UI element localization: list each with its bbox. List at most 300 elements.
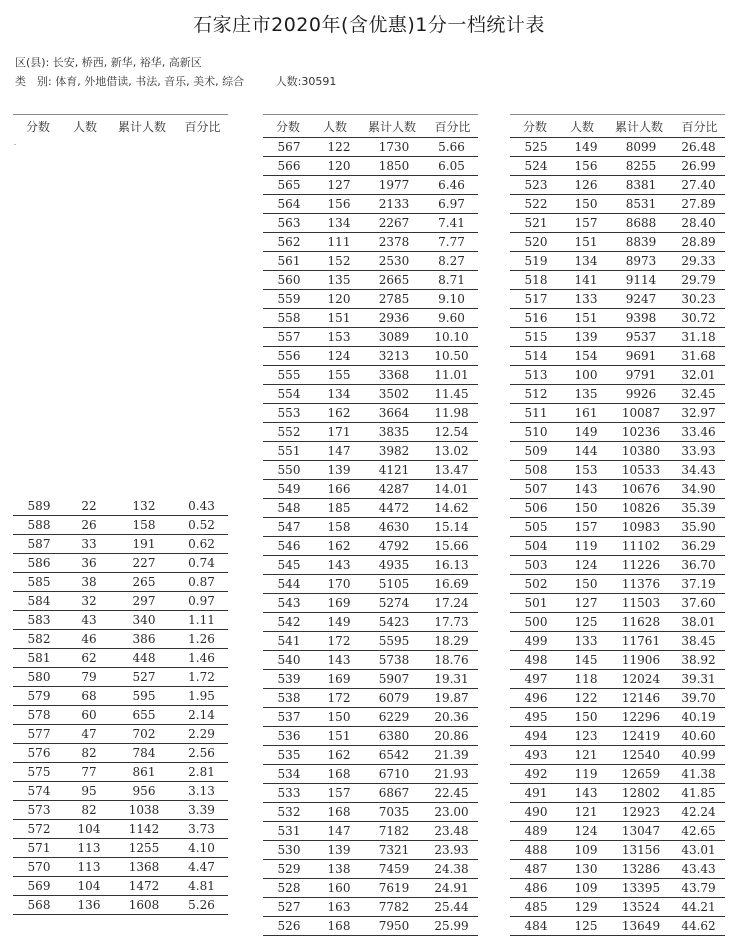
count-cell: 68 <box>81 689 97 703</box>
percent-cell: 44.62 <box>681 919 716 933</box>
column-header: 累计人数 <box>367 119 416 134</box>
cumulative-cell: 13286 <box>621 862 661 876</box>
cumulative-cell: 13395 <box>621 881 661 895</box>
percent-cell: 34.43 <box>681 463 716 477</box>
cumulative-cell: 3089 <box>378 330 410 344</box>
cumulative-cell: 11628 <box>621 615 661 629</box>
count-cell: 135 <box>574 387 598 401</box>
cumulative-cell: 5105 <box>378 577 410 591</box>
count-cell: 113 <box>77 860 101 874</box>
table-row <box>263 328 478 347</box>
count-cell: 162 <box>327 406 351 420</box>
score-cell: 486 <box>524 881 548 895</box>
table-row <box>13 763 228 782</box>
cumulative-cell: 4935 <box>378 558 410 572</box>
score-cell: 507 <box>524 482 548 496</box>
count-cell: 172 <box>327 691 351 705</box>
percent-cell: 15.14 <box>434 520 469 534</box>
cumulative-cell: 2936 <box>378 311 410 325</box>
table-row <box>510 765 725 784</box>
score-cell: 516 <box>524 311 548 325</box>
percent-cell: 4.81 <box>188 879 215 893</box>
score-cell: 533 <box>277 786 301 800</box>
table-header <box>263 114 478 138</box>
score-cell: 580 <box>27 670 51 684</box>
blank-row <box>13 371 228 389</box>
score-cell: 558 <box>277 311 301 325</box>
count-cell: 82 <box>81 746 97 760</box>
count-cell: 162 <box>327 539 351 553</box>
table-row <box>263 651 478 670</box>
percent-cell: 33.93 <box>681 444 716 458</box>
percent-cell: 16.13 <box>434 558 469 572</box>
table-row <box>510 480 725 499</box>
score-cell: 525 <box>524 140 548 154</box>
percent-cell: 37.19 <box>681 577 716 591</box>
blank-row <box>13 353 228 371</box>
percent-cell: 38.92 <box>681 653 716 667</box>
table-row <box>13 649 228 668</box>
percent-cell: 28.89 <box>681 235 716 249</box>
table-row <box>263 176 478 195</box>
percent-cell: 40.60 <box>681 729 716 743</box>
count-cell: 150 <box>574 577 598 591</box>
table-row <box>510 575 725 594</box>
percent-cell: 0.87 <box>188 575 215 589</box>
score-cell: 544 <box>277 577 301 591</box>
cumulative-cell: 8531 <box>625 197 657 211</box>
cumulative-cell: 9691 <box>625 349 657 363</box>
cumulative-cell: 702 <box>132 727 156 741</box>
percent-cell: 23.00 <box>434 805 469 819</box>
table-row <box>263 917 478 936</box>
percent-cell: 36.29 <box>681 539 716 553</box>
percent-cell: 14.62 <box>434 501 469 515</box>
score-cell: 485 <box>524 900 548 914</box>
percent-cell: 24.38 <box>434 862 469 876</box>
score-cell: 504 <box>524 539 548 553</box>
table-row <box>13 706 228 725</box>
score-cell: 492 <box>524 767 548 781</box>
percent-cell: 28.40 <box>681 216 716 230</box>
score-cell: 539 <box>277 672 301 686</box>
count-cell: 133 <box>574 292 598 306</box>
count-cell: 157 <box>574 216 598 230</box>
count-cell: 134 <box>327 216 351 230</box>
count-cell: 168 <box>327 767 351 781</box>
cumulative-cell: 1255 <box>128 841 160 855</box>
percent-cell: 25.99 <box>434 919 469 933</box>
cumulative-cell: 3502 <box>378 387 410 401</box>
count-cell: 120 <box>327 292 351 306</box>
table-header <box>510 114 725 138</box>
score-cell: 526 <box>277 919 301 933</box>
blank-row <box>13 173 228 191</box>
table-row <box>510 746 725 765</box>
count-cell: 121 <box>574 748 598 762</box>
score-cell: 561 <box>277 254 301 268</box>
score-cell: 513 <box>524 368 548 382</box>
count-cell: 136 <box>77 898 101 912</box>
percent-cell: 32.97 <box>681 406 716 420</box>
total-count: 人数:30591 <box>275 75 337 88</box>
score-cell: 491 <box>524 786 548 800</box>
table-row <box>510 689 725 708</box>
percent-cell: 30.23 <box>681 292 716 306</box>
cumulative-cell: 1142 <box>128 822 160 836</box>
percent-cell: 17.24 <box>434 596 469 610</box>
count-cell: 151 <box>327 729 351 743</box>
percent-cell: 43.01 <box>681 843 716 857</box>
percent-cell: 1.95 <box>188 689 215 703</box>
score-cell: 511 <box>524 406 548 420</box>
percent-cell: 18.29 <box>434 634 469 648</box>
table-row <box>510 860 725 879</box>
cumulative-cell: 1977 <box>378 178 410 192</box>
count-cell: 122 <box>574 691 598 705</box>
score-cell: 488 <box>524 843 548 857</box>
count-cell: 33 <box>81 537 97 551</box>
percent-cell: 14.01 <box>434 482 469 496</box>
count-cell: 149 <box>327 615 351 629</box>
score-cell: 552 <box>277 425 301 439</box>
cumulative-cell: 11761 <box>621 634 661 648</box>
score-cell: 508 <box>524 463 548 477</box>
cumulative-cell: 3982 <box>378 444 410 458</box>
score-cell: 484 <box>524 919 548 933</box>
table-row <box>510 518 725 537</box>
count-cell: 130 <box>574 862 598 876</box>
cumulative-cell: 8099 <box>625 140 657 154</box>
blank-row <box>13 281 228 299</box>
blank-row <box>13 443 228 461</box>
table-row <box>263 366 478 385</box>
cumulative-cell: 9537 <box>625 330 657 344</box>
cumulative-cell: 595 <box>132 689 156 703</box>
cumulative-cell: 227 <box>132 556 156 570</box>
cumulative-cell: 386 <box>132 632 156 646</box>
score-cell: 538 <box>277 691 301 705</box>
table-row <box>510 423 725 442</box>
count-cell: 169 <box>327 672 351 686</box>
score-cell: 545 <box>277 558 301 572</box>
table-row <box>263 214 478 233</box>
score-cell: 571 <box>27 841 51 855</box>
page-title: 石家庄市2020年(含优惠)1分一档统计表 <box>193 14 545 36</box>
score-cell: 519 <box>524 254 548 268</box>
percent-cell: 22.45 <box>434 786 469 800</box>
score-cell: 589 <box>27 499 51 513</box>
table-row <box>263 613 478 632</box>
table-row <box>13 839 228 858</box>
score-cell: 563 <box>277 216 301 230</box>
percent-cell: 6.97 <box>438 197 465 211</box>
percent-cell: 8.71 <box>438 273 465 287</box>
percent-cell: 31.18 <box>681 330 716 344</box>
score-table-1 <box>13 114 228 915</box>
score-cell: 522 <box>524 197 548 211</box>
cumulative-cell: 527 <box>132 670 156 684</box>
percent-cell: 4.10 <box>188 841 215 855</box>
score-table-3 <box>510 114 725 936</box>
percent-cell: 0.62 <box>188 537 215 551</box>
table-row <box>263 898 478 917</box>
count-cell: 119 <box>574 539 598 553</box>
table-row <box>263 822 478 841</box>
percent-cell: 13.02 <box>434 444 469 458</box>
cumulative-cell: 655 <box>132 708 156 722</box>
count-cell: 168 <box>327 805 351 819</box>
count-cell: 111 <box>327 235 351 249</box>
column-header: 百分比 <box>681 119 718 134</box>
table-row <box>13 801 228 820</box>
count-cell: 143 <box>574 786 598 800</box>
cumulative-cell: 956 <box>132 784 156 798</box>
blank-row <box>13 425 228 443</box>
cumulative-cell: 13047 <box>621 824 661 838</box>
cumulative-cell: 9247 <box>625 292 657 306</box>
score-cell: 587 <box>27 537 51 551</box>
score-cell: 496 <box>524 691 548 705</box>
score-cell: 510 <box>524 425 548 439</box>
table-row <box>510 632 725 651</box>
count-cell: 109 <box>574 881 598 895</box>
percent-cell: 16.69 <box>434 577 469 591</box>
column-header: 百分比 <box>434 119 471 134</box>
table-row <box>13 516 228 535</box>
table-row <box>13 687 228 706</box>
score-cell: 582 <box>27 632 51 646</box>
score-cell: 530 <box>277 843 301 857</box>
table-row <box>263 480 478 499</box>
cumulative-cell: 5595 <box>378 634 410 648</box>
district-info: 区(县): 长安, 桥西, 新华, 裕华, 高新区 <box>15 56 202 69</box>
percent-cell: 2.81 <box>188 765 215 779</box>
percent-cell: 3.13 <box>188 784 215 798</box>
table-row <box>263 594 478 613</box>
column-header: 人数 <box>569 119 594 134</box>
cumulative-cell: 448 <box>132 651 156 665</box>
cumulative-cell: 8973 <box>625 254 657 268</box>
percent-cell: 3.73 <box>188 822 215 836</box>
table-row <box>263 556 478 575</box>
table-row <box>13 592 228 611</box>
column-header: 分数 <box>275 119 300 134</box>
table-row <box>263 499 478 518</box>
cumulative-cell: 6229 <box>378 710 410 724</box>
cumulative-cell: 10236 <box>621 425 661 439</box>
table-row <box>510 898 725 917</box>
score-cell: 547 <box>277 520 301 534</box>
score-cell: 549 <box>277 482 301 496</box>
score-cell: 518 <box>524 273 548 287</box>
table-row <box>263 157 478 176</box>
score-cell: 512 <box>524 387 548 401</box>
cumulative-cell: 784 <box>132 746 156 760</box>
count-cell: 147 <box>327 824 351 838</box>
count-cell: 143 <box>327 653 351 667</box>
count-cell: 156 <box>327 197 351 211</box>
percent-cell: 41.38 <box>681 767 716 781</box>
table-row <box>510 385 725 404</box>
count-cell: 163 <box>327 900 351 914</box>
blank-row <box>13 479 228 497</box>
score-cell: 566 <box>277 159 301 173</box>
score-cell: 584 <box>27 594 51 608</box>
percent-cell: 0.52 <box>188 518 215 532</box>
cumulative-cell: 13156 <box>621 843 661 857</box>
count-cell: 134 <box>574 254 598 268</box>
percent-cell: 1.26 <box>188 632 215 646</box>
score-cell: 490 <box>524 805 548 819</box>
percent-cell: 32.45 <box>681 387 716 401</box>
count-cell: 46 <box>81 632 97 646</box>
cumulative-cell: 1368 <box>128 860 160 874</box>
percent-cell: 39.31 <box>681 672 716 686</box>
count-cell: 156 <box>574 159 598 173</box>
table-row <box>263 860 478 879</box>
cumulative-cell: 3664 <box>378 406 410 420</box>
score-cell: 521 <box>524 216 548 230</box>
score-cell: 570 <box>27 860 51 874</box>
cumulative-cell: 6867 <box>378 786 410 800</box>
category-list: 类 别: 体育, 外地借读, 书法, 音乐, 美术, 综合 <box>15 75 245 88</box>
table-row <box>13 744 228 763</box>
table-row <box>510 499 725 518</box>
score-cell: 509 <box>524 444 548 458</box>
count-cell: 151 <box>574 235 598 249</box>
percent-cell: 6.05 <box>438 159 465 173</box>
count-cell: 135 <box>327 273 351 287</box>
count-cell: 143 <box>574 482 598 496</box>
percent-cell: 20.86 <box>434 729 469 743</box>
column-header: 分数 <box>25 119 50 134</box>
count-cell: 123 <box>574 729 598 743</box>
count-cell: 127 <box>574 596 598 610</box>
percent-cell: 0.43 <box>188 499 215 513</box>
count-cell: 109 <box>574 843 598 857</box>
cumulative-cell: 11376 <box>621 577 661 591</box>
count-cell: 172 <box>327 634 351 648</box>
percent-cell: 19.31 <box>434 672 469 686</box>
percent-cell: 26.99 <box>681 159 716 173</box>
score-cell: 502 <box>524 577 548 591</box>
table-row <box>510 328 725 347</box>
count-cell: 153 <box>327 330 351 344</box>
table-row <box>263 575 478 594</box>
score-cell: 517 <box>524 292 548 306</box>
blank-row <box>13 389 228 407</box>
cumulative-cell: 7459 <box>378 862 410 876</box>
percent-cell: 19.87 <box>434 691 469 705</box>
percent-cell: 18.76 <box>434 653 469 667</box>
percent-cell: 24.91 <box>434 881 469 895</box>
percent-cell: 42.24 <box>681 805 716 819</box>
count-cell: 143 <box>327 558 351 572</box>
count-cell: 125 <box>574 615 598 629</box>
count-cell: 160 <box>327 881 351 895</box>
cumulative-cell: 12146 <box>621 691 661 705</box>
percent-cell: 1.11 <box>188 613 215 627</box>
percent-cell: 12.54 <box>434 425 469 439</box>
table-row <box>510 138 725 157</box>
column-header: 分数 <box>522 119 547 134</box>
table-row <box>263 765 478 784</box>
score-cell: 514 <box>524 349 548 363</box>
table-row <box>263 841 478 860</box>
percent-cell: 35.90 <box>681 520 716 534</box>
table-row <box>263 746 478 765</box>
percent-cell: 43.43 <box>681 862 716 876</box>
score-cell: 499 <box>524 634 548 648</box>
percent-cell: 35.39 <box>681 501 716 515</box>
cumulative-cell: 340 <box>132 613 156 627</box>
table-row <box>510 233 725 252</box>
score-cell: 586 <box>27 556 51 570</box>
cumulative-cell: 12024 <box>621 672 661 686</box>
count-cell: 47 <box>81 727 97 741</box>
percent-cell: 5.66 <box>438 140 465 154</box>
score-cell: 555 <box>277 368 301 382</box>
count-cell: 158 <box>327 520 351 534</box>
cumulative-cell: 11503 <box>621 596 661 610</box>
score-cell: 553 <box>277 406 301 420</box>
cumulative-cell: 8839 <box>625 235 657 249</box>
count-cell: 118 <box>574 672 598 686</box>
score-cell: 532 <box>277 805 301 819</box>
percent-cell: 23.48 <box>434 824 469 838</box>
score-cell: 578 <box>27 708 51 722</box>
table-row <box>263 271 478 290</box>
count-cell: 119 <box>574 767 598 781</box>
cumulative-cell: 3213 <box>378 349 410 363</box>
cumulative-cell: 2530 <box>378 254 410 268</box>
score-cell: 535 <box>277 748 301 762</box>
percent-cell: 40.99 <box>681 748 716 762</box>
score-cell: 559 <box>277 292 301 306</box>
score-cell: 501 <box>524 596 548 610</box>
table-row <box>510 404 725 423</box>
percent-cell: 2.14 <box>188 708 215 722</box>
percent-cell: 26.48 <box>681 140 716 154</box>
percent-cell: 21.39 <box>434 748 469 762</box>
percent-cell: 8.27 <box>438 254 465 268</box>
column-header: 百分比 <box>184 119 221 134</box>
table-row <box>510 252 725 271</box>
table-row <box>510 613 725 632</box>
table-row <box>263 290 478 309</box>
percent-cell: 17.73 <box>434 615 469 629</box>
cumulative-cell: 10380 <box>621 444 661 458</box>
cumulative-cell: 3368 <box>378 368 410 382</box>
count-cell: 153 <box>574 463 598 477</box>
cumulative-cell: 191 <box>132 537 156 551</box>
cumulative-cell: 2378 <box>378 235 410 249</box>
cumulative-cell: 8255 <box>625 159 657 173</box>
percent-cell: 38.01 <box>681 615 716 629</box>
cumulative-cell: 132 <box>132 499 156 513</box>
table-row <box>263 689 478 708</box>
table-row <box>510 879 725 898</box>
count-cell: 120 <box>327 159 351 173</box>
count-cell: 139 <box>327 463 351 477</box>
count-cell: 139 <box>574 330 598 344</box>
cumulative-cell: 13649 <box>621 919 661 933</box>
cumulative-cell: 2785 <box>378 292 410 306</box>
cumulative-cell: 9398 <box>625 311 657 325</box>
score-cell: 505 <box>524 520 548 534</box>
cumulative-cell: 2133 <box>378 197 410 211</box>
